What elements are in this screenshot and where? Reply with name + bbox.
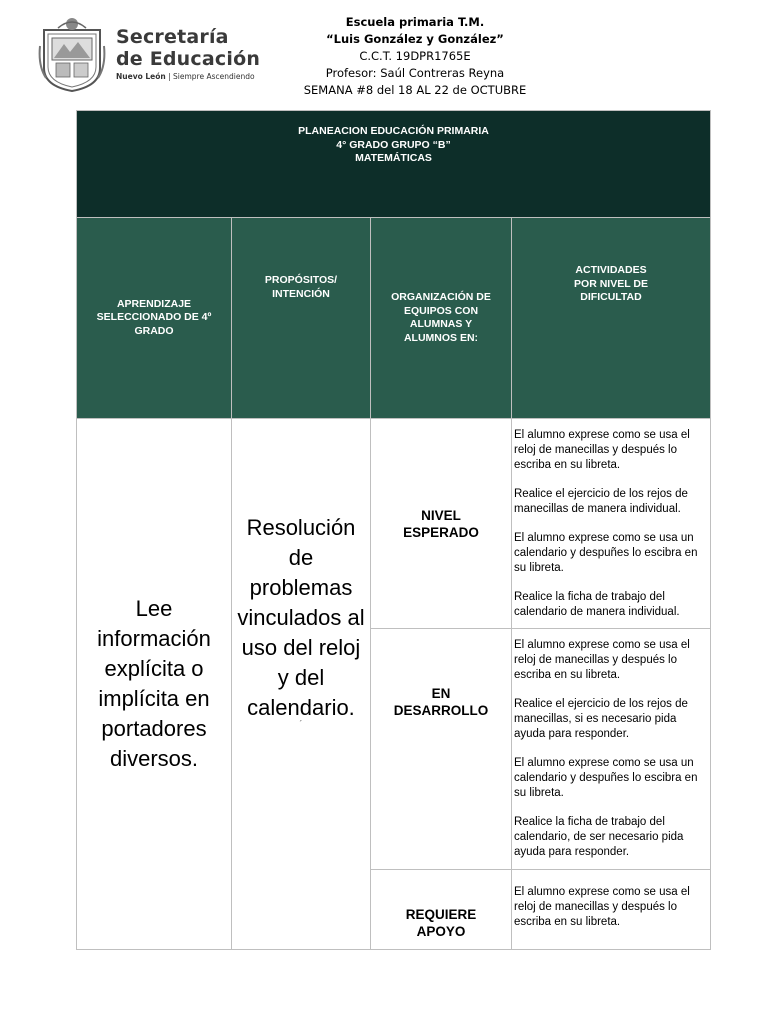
planning-table: [76, 110, 711, 950]
column-header-propositos: PROPÓSITOS/ INTENCIÓN: [232, 218, 371, 419]
activity-item: Realice la ficha de trabajo del calendario de manera individual.: [514, 590, 680, 618]
logo-title-line1: Secretaría: [116, 26, 229, 48]
level-requiere-apoyo: REQUIERE APOYO: [371, 870, 512, 950]
school-name: “Luis González y González”: [326, 32, 504, 46]
title-line: MATEMÁTICAS: [355, 152, 432, 164]
level-nivel-esperado: NIVEL ESPERADO: [371, 419, 512, 629]
teacher-name: Profesor: Saúl Contreras Reyna: [325, 66, 505, 80]
column-header-actividades: ACTIVIDADES POR NIVEL DE DIFICULTAD: [512, 218, 711, 419]
activity-item: El alumno exprese como se usa un calendario y despuñes lo escibra en su libreta.: [514, 531, 698, 574]
column-header-organizacion: ORGANIZACIÓN DE EQUIPOS CON ALUMNAS Y ALUMNOS EN:: [371, 218, 512, 419]
title-line: 4° GRADO GRUPO “B”: [336, 138, 451, 151]
level-en-desarrollo: EN DESARROLLO: [371, 629, 512, 870]
activity-item: El alumno exprese como se usa un calendario y despuñes lo escibra en su libreta.: [514, 757, 698, 799]
activities-nivel-esperado: [512, 419, 711, 629]
school-cct: C.C.T. 19DPR1765E: [359, 49, 471, 63]
aprendizaje-cell: Lee información explícita o implícita en portadores diversos.: [77, 419, 232, 950]
state-seal-icon: [38, 16, 106, 92]
school-type: Escuela primaria T.M.: [345, 15, 485, 29]
activity-item: El alumno exprese como se usa el reloj de manecillas y después lo escriba en su libreta.: [514, 886, 690, 928]
column-header-aprendizaje: APRENDIZAJE SELECCIONADO DE 4º GRADO: [77, 218, 232, 419]
table-title: [77, 111, 711, 218]
title-line: PLANEACION EDUCACIÓN PRIMARIA: [298, 125, 489, 137]
activity-item: Realice el ejercicio de los rejos de manecillas de manera individual.: [514, 487, 688, 515]
activity-item: El alumno exprese como se usa el reloj de manecillas y después lo escriba en su libreta.: [514, 639, 690, 681]
activity-item: El alumno exprese como se usa el reloj de manecillas y después lo escriba en su libreta.: [514, 428, 690, 471]
logo-title-line2: de Educación: [116, 48, 261, 70]
activities-en-desarrollo: [512, 629, 711, 870]
logo-subtitle: Nuevo León | Siempre Ascendiendo: [116, 72, 255, 81]
document-header: [230, 14, 600, 99]
activities-requiere-apoyo: [512, 870, 711, 950]
activity-item: Realice el ejercicio de los rejos de manecillas, si es necesario pida ayuda para responder.: [514, 698, 688, 740]
week-range: SEMANA #8 del 18 AL 22 de OCTUBRE: [303, 83, 527, 97]
activity-item: Realice la ficha de trabajo del calendario, de ser necesario pida ayuda para responder.: [514, 816, 684, 858]
stray-mark: ´: [299, 719, 303, 729]
proposito-cell: Resolución de problemas vinculados al uso del reloj y del calendario. ´: [232, 419, 371, 950]
